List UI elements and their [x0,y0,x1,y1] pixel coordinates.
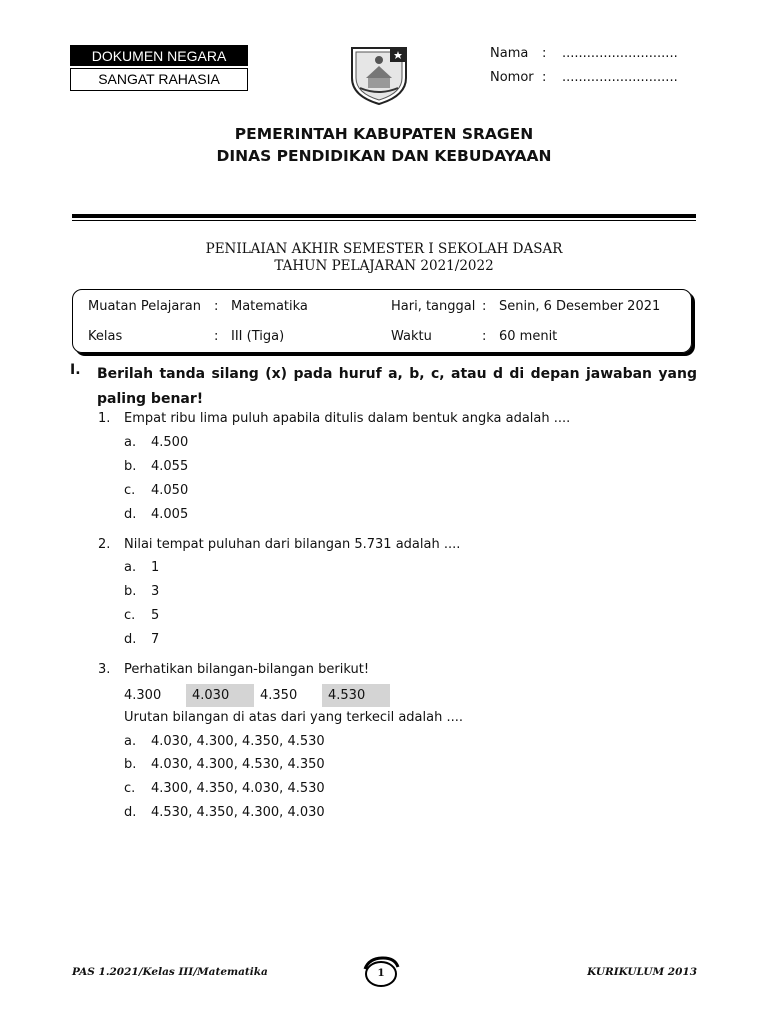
time-label: Waktu [391,329,432,344]
date-colon: : [482,299,487,314]
option-text: 4.030, 4.300, 4.530, 4.350 [151,757,325,772]
question-number: 1. [98,411,111,426]
question-text: Nilai tempat puluhan dari bilangan 5.731 adalah .... [124,537,461,552]
secrecy-level-badge: SANGAT RAHASIA [70,68,248,91]
document-classification-badge: DOKUMEN NEGARA [70,45,248,66]
question-text: Perhatikan bilangan-bilangan berikut! [124,662,370,677]
name-colon: : [542,46,547,61]
option-letter[interactable]: d. [124,632,137,647]
option-text: 4.530, 4.350, 4.300, 4.030 [151,805,325,820]
option-text: 4.055 [151,459,189,474]
footer-curriculum: KURIKULUM 2013 [587,966,697,978]
option-text: 3 [151,584,160,599]
option-letter[interactable]: c. [124,608,136,623]
subject-label: Muatan Pelajaran [88,299,201,314]
name-label: Nama [490,46,529,61]
number-colon: : [542,70,547,85]
option-letter[interactable]: a. [124,734,137,749]
government-title: PEMERINTAH KABUPATEN SRAGEN [234,125,534,143]
time-value: 60 menit [499,329,558,344]
name-blank-field[interactable]: ............................ [562,46,678,61]
academic-year: TAHUN PELAJARAN 2021/2022 [274,258,494,274]
option-text: 4.050 [151,483,189,498]
number-item-highlighted: 4.530 [322,684,390,707]
option-letter[interactable]: b. [124,757,137,772]
class-value: III (Tiga) [231,329,285,344]
date-label: Hari, tanggal [391,299,476,314]
number-item-highlighted: 4.030 [186,684,254,707]
option-letter[interactable]: a. [124,560,137,575]
number-blank-field[interactable]: ............................ [562,70,678,85]
header-divider-thick [72,214,696,218]
option-letter[interactable]: b. [124,584,137,599]
question-text: Empat ribu lima puluh apabila ditulis dalam bentuk angka adalah .... [124,411,571,426]
name-line [490,46,678,61]
subject-colon: : [214,299,219,314]
option-text: 7 [151,632,160,647]
page-number: 1 [377,967,385,979]
option-letter[interactable]: c. [124,483,136,498]
time-colon: : [482,329,487,344]
regency-emblem-icon [346,44,412,106]
number-item: 4.350 [260,688,298,703]
option-letter[interactable]: a. [124,435,137,450]
question-number: 3. [98,662,111,677]
option-text: 1 [151,560,160,575]
option-letter[interactable]: d. [124,507,137,522]
option-text: 5 [151,608,160,623]
option-letter[interactable]: c. [124,781,136,796]
section-instruction: Berilah tanda silang (x) pada huruf a, b, c, atau d di depan jawaban yang paling benar! [97,366,697,407]
department-title: DINAS PENDIDIKAN DAN KEBUDAYAAN [216,147,552,165]
date-value: Senin, 6 Desember 2021 [499,299,661,314]
question-text: Urutan bilangan di atas dari yang terkecil adalah .... [124,710,463,725]
section-number: I. [70,362,81,378]
number-label: Nomor [490,70,534,85]
option-text: 4.300, 4.350, 4.030, 4.530 [151,781,325,796]
class-colon: : [214,329,219,344]
option-letter[interactable]: b. [124,459,137,474]
option-letter[interactable]: d. [124,805,137,820]
number-item: 4.300 [124,688,162,703]
header-divider-thin [72,220,696,221]
option-text: 4.030, 4.300, 4.350, 4.530 [151,734,325,749]
number-line [490,70,678,85]
class-label: Kelas [88,329,123,344]
footer-exam-code: PAS 1.2021/Kelas III/Matematika [72,966,268,978]
option-text: 4.500 [151,435,189,450]
option-text: 4.005 [151,507,189,522]
exam-title: PENILAIAN AKHIR SEMESTER I SEKOLAH DASAR [205,241,563,257]
subject-value: Matematika [231,299,308,314]
question-number: 2. [98,537,111,552]
